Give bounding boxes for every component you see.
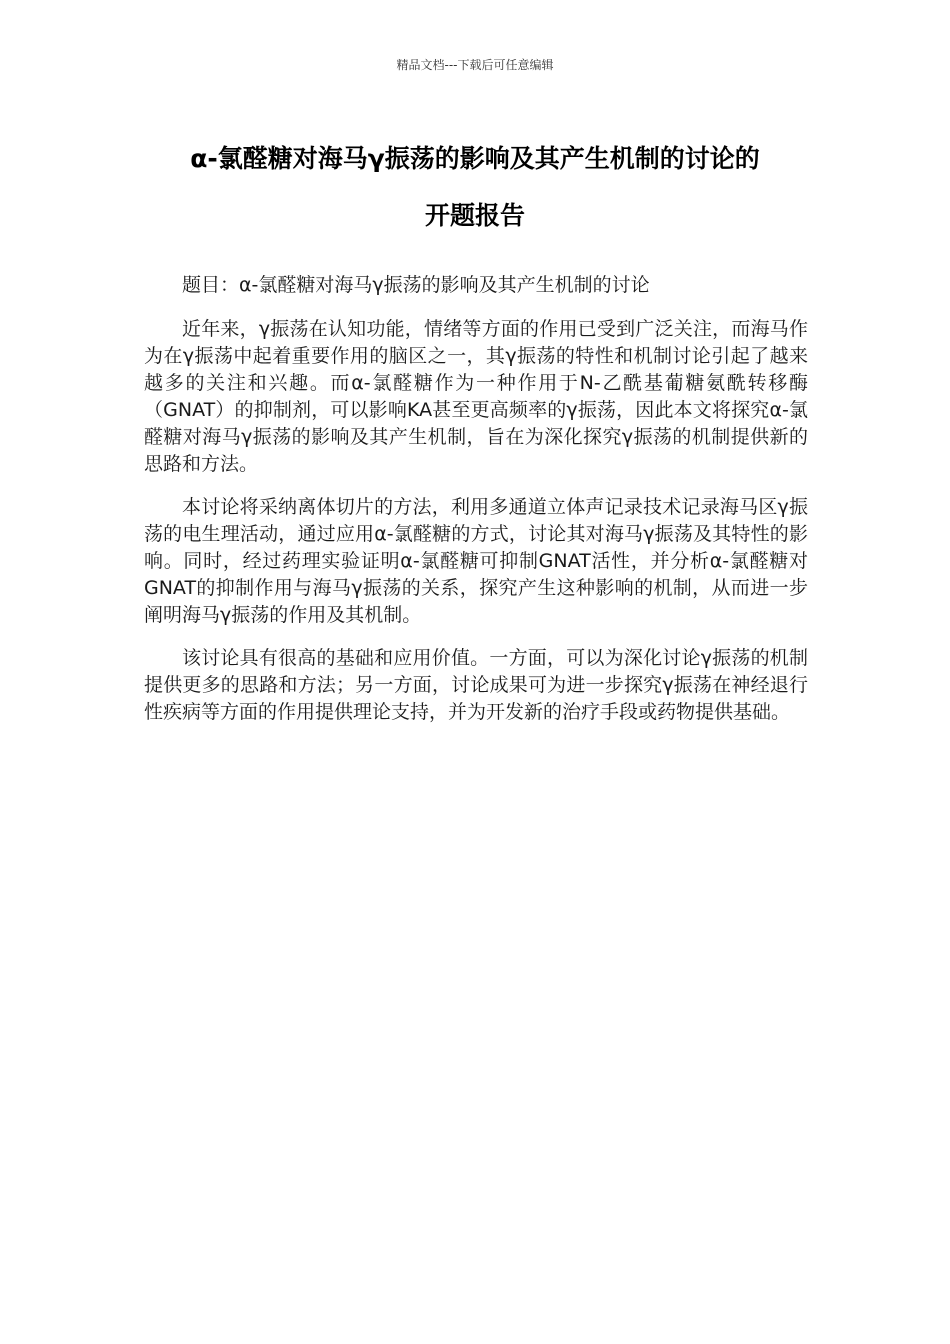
title-line-2: 开题报告 [424, 201, 525, 230]
significance-paragraph: 该讨论具有很高的基础和应用价值。一方面，可以为深化讨论γ振荡的机制提供更多的思路和方法；另一方面，讨论成果可为进一步探究γ振荡在神经退行性疾病等方面的作用提供理论支持，并为开发新的治疗手段或药物提供基础。 [144, 647, 808, 723]
document-body [144, 272, 808, 742]
document-title [140, 130, 810, 244]
subject-paragraph: 题目：α-氯醛糖对海马γ振荡的影响及其产生机制的讨论 [182, 274, 650, 296]
background-paragraph: 近年来，γ振荡在认知功能，情绪等方面的作用已受到广泛关注，而海马作为在γ振荡中起着重要作用的脑区之一，其γ振荡的特性和机制讨论引起了越来越多的关注和兴趣。而α-氯醛糖作为一种作用于N-乙酰基葡糖氨酰转移酶（GNAT）的抑制剂，可以影响KA甚至更高频率的γ振荡，因此本文将探究α-氯醛糖对海马γ振荡的影响及其产生机制，旨在为深化探究γ振荡的机制提供新的思路和方法。 [144, 318, 808, 475]
title-line-1: α-氯醛糖对海马γ振荡的影响及其产生机制的讨论的 [190, 144, 760, 173]
methods-paragraph: 本讨论将采纳离体切片的方法，利用多通道立体声记录技术记录海马区γ振荡的电生理活动，通过应用α-氯醛糖的方式，讨论其对海马γ振荡及其特性的影响。同时，经过药理实验证明α-氯醛糖可抑制GNAT活性，并分析α-氯醛糖对GNAT的抑制作用与海马γ振荡的关系，探究产生这种影响的机制，从而进一步阐明海马γ振荡的作用及其机制。 [144, 496, 808, 626]
page-header-note: 精品文档---下载后可任意编辑 [396, 58, 554, 72]
